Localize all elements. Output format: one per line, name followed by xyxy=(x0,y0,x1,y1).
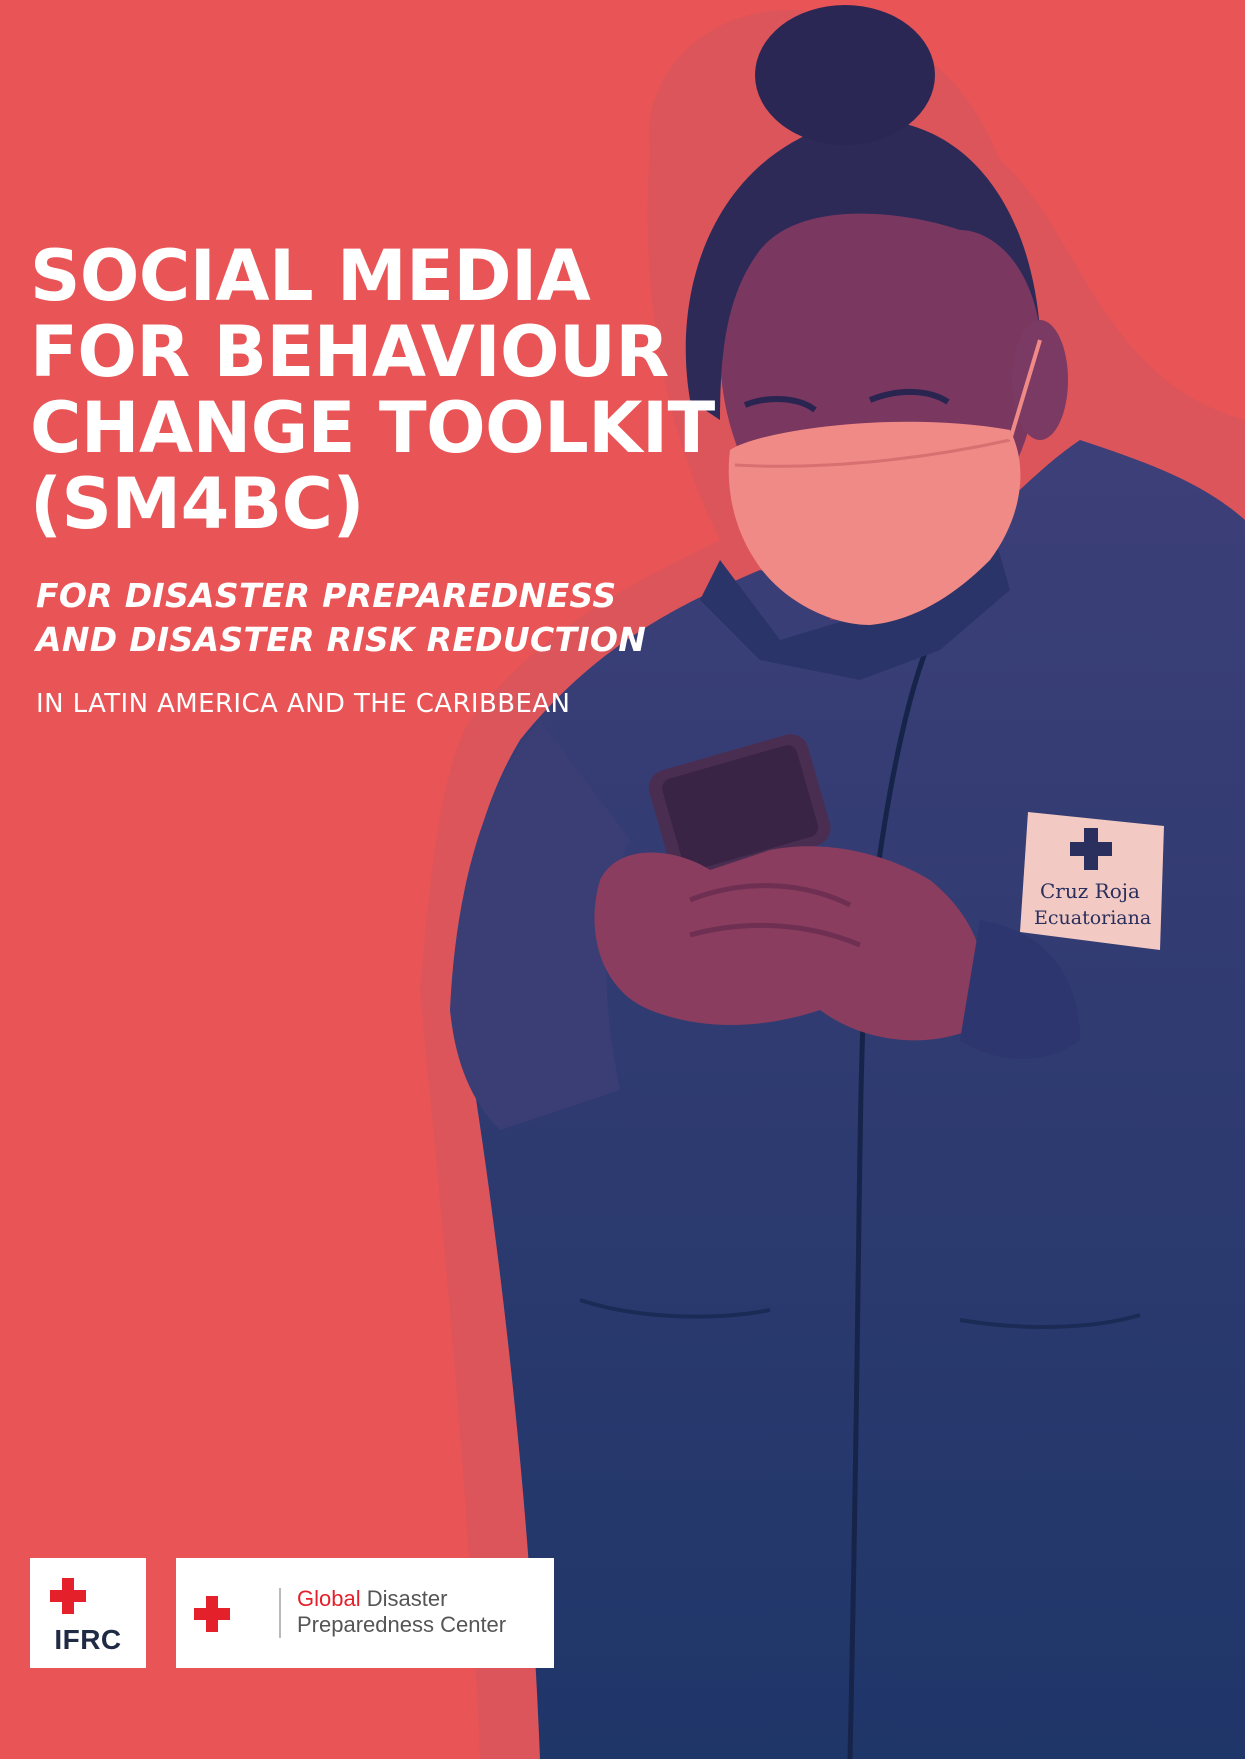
patch-text-1: Cruz Roja xyxy=(1040,879,1140,903)
red-cross-crescent-icon xyxy=(48,1574,128,1616)
title-line: FOR BEHAVIOUR xyxy=(30,311,669,393)
red-cross-crescent-icon xyxy=(192,1592,272,1634)
patch-text-2: Ecuatoriana xyxy=(1034,907,1152,929)
subtitle-line: AND DISASTER RISK REDUCTION xyxy=(36,620,647,659)
document-title xyxy=(30,235,730,545)
region-text: IN LATIN AMERICA AND THE CARIBBEAN xyxy=(36,689,571,719)
gdpc-name xyxy=(297,1586,506,1638)
title-line: (SM4BC) xyxy=(30,463,364,545)
ifrc-text: IFRC xyxy=(54,1624,122,1655)
cruz-roja-patch xyxy=(1020,812,1164,950)
subtitle-line: FOR DISASTER PREPAREDNESS xyxy=(36,576,617,615)
subtitle xyxy=(36,574,646,662)
gdpc-logo xyxy=(176,1558,554,1668)
gdpc-line2: Preparedness Center xyxy=(297,1612,507,1637)
ifrc-logo xyxy=(30,1558,146,1668)
gdpc-word-global: Global xyxy=(297,1586,361,1611)
title-block xyxy=(30,235,730,545)
logo-divider xyxy=(279,1588,281,1638)
title-line: SOCIAL MEDIA xyxy=(30,235,591,317)
title-line: CHANGE TOOLKIT xyxy=(30,387,715,469)
gdpc-word-disaster: Disaster xyxy=(360,1586,448,1611)
